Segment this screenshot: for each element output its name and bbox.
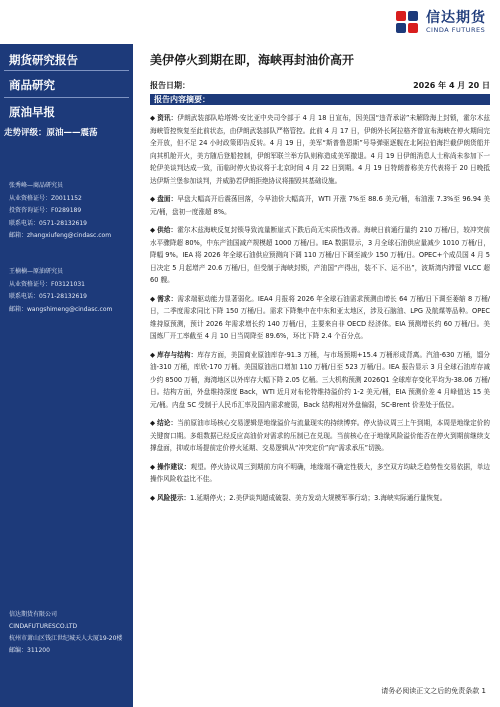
paragraph-text: 伊朗武装部队哈塔姆·安比亚中央司令部于 4 月 18 日宣布，因美国“违背承诺”未解除海上封锁，霍尔木兹海峡管控恢复至此前状态，由伊朗武装部队严格管控。此前 4 月 17 日，伊朗外长阿拉格齐曾宣布海峡在停火期间完全开放，但不足 24 小时政策即告反转。4 月 19 日，美军“斯普鲁恩斯”号导弹驱逐舰在北阿拉伯海拦截伊朗货船并向其机舱开火，美方随后登船控制，伊朗军联兰举方队则称造成美军撤退。4 月 19 日伊朗消息人士称尚未参加下一轮伊美谈判达成一致，而临时停火协议将于北京时间 4 月 22 日到期。4 月 19 日特朗普称美方代表将于 20 日晚抵达伊斯兰堡参加谈判，并威胁若伊朗拒绝协议将摧毁其基础设施。 (150, 114, 491, 185)
analyst-email[interactable]: 邮箱：wangshimeng@cindasc.com (9, 305, 113, 313)
company-address: 杭州市萧山区钱江世纪城天人大厦19-20楼 (9, 635, 123, 642)
report-body (150, 44, 490, 504)
company-info (9, 609, 122, 657)
analyst-phone: 联系电话：0571-28132619 (9, 293, 87, 300)
analyst-license: 从业资格证号：Z0011152 (9, 194, 82, 202)
paragraph-risk (150, 492, 490, 505)
sidebar (0, 44, 133, 707)
paragraph-inventory (150, 349, 490, 412)
paragraph-text: 1.延期停火；2.美伊谈判超成破裂、美方发动大规模军事行动；3.海峡实际通行量恢复。 (190, 493, 447, 502)
paragraph-label: 风险提示： (157, 493, 191, 502)
bullet-icon: ◆ (150, 294, 156, 303)
disclaimer-note[interactable]: 请务必阅读正文之后的免责条款 (381, 687, 480, 695)
paragraph-label: 结论： (157, 419, 178, 427)
report-date-value: 2026 年 4 月 20 日 (413, 81, 490, 90)
paragraph-label: 盘面： (157, 195, 178, 203)
bullet-icon: ◆ (150, 195, 156, 203)
company-name: 信达期货有限公司 (9, 611, 58, 618)
paragraph-label: 资讯： (157, 114, 178, 122)
brand-name-cn: 信达期货 (426, 9, 486, 26)
paragraph-market (150, 193, 490, 218)
analyst-card (9, 266, 112, 316)
paragraph-text: 库存方面，美国商业原油库存-91.3 万桶，与市场预期+15.4 万桶形成背离。汽油-630 万桶，馏分油-310 万桶，库欣-170 万桶。美国原油出口增加 110 万桶/日至 523 万桶/日。IEA 报告显示 3 月全球石油库存减少约 8500 万桶，海湾地区以外库存大幅下降 2.05 亿桶。三大机构预测 2026Q1 全球库存变化平均为-38.06 万桶/日。结构方面，外盘维持深度 Back，WTI 近月对布伦特维持溢价约 1-2 美元/桶，EIA 预测价差 4 月峰值达 15 美元/桶。内盘 SC 受制于人民币汇率及国内需求疲弱，Back 结构相对外盘偏弱，SC-Brent 价差处于低位。 (150, 350, 490, 409)
paragraph-text: 需求端驱动能力显著弱化。IEA4 月报将 2026 年全球石油需求预测由增长 64 万桶/日下调至萎缩 8 万桶/日，二季度需求同比下降 150 万桶/日。需求下降集中在中东和亚太地区，涉及石脑油、LPG 及航煤等品种。OPEC 维持原预测，预计 2026 年需求增长约 140 万桶/日，主要来自非 OECD 经济体。EIA 预测增长约 60 万桶/日。美国炼厂开工率截至 4 月 10 日当周降至 89.6%，环比下降 2.4 个百分点。 (150, 294, 491, 340)
trend-rating: 走势评级：原油——震荡 (4, 128, 98, 138)
page-number: 1 (481, 687, 486, 695)
paragraph-text: 霍尔木兹海峡反复封锁导致流量断崖式下跌后尚无实质性改善。海峡日前通行量约 210 万桶/日，较冲突前水平骤降超 80%，中东产油国减产规模超 1000 万桶/日。IEA 数据显示，3 月全球石油供应量减少 1010 万桶/日，降幅 9%。IEA 将 2026 年全球石油供应预测向下调 110 万桶/日下调至减少 150 万桶/日。OPEC+个成员国 4 月 5 日决定 5 月起增产 20.6 万桶/日，但受制于海峡封锁，产油国“产得出，装不下、运不出”，波斯湾内滞留 VLCC 超 60 艘。 (150, 226, 491, 284)
paragraph-advice (150, 461, 490, 486)
page-footer (381, 686, 486, 696)
bullet-icon: ◆ (150, 419, 156, 427)
paragraph-text: 早盘大幅高开后震荡回落，今早油价大幅高开，WTI 开涨 7%至 88.6 美元/桶，布油涨 7.3%至 96.94 美元/桶，盘初一度涨超 8%。 (150, 195, 491, 216)
paragraph-label: 库存与结构： (157, 350, 198, 359)
bullet-icon: ◆ (150, 226, 156, 234)
paragraph-label: 操作建议： (157, 462, 191, 471)
paragraph-conclusion (150, 417, 490, 455)
paragraph-text: 当前原油市场核心交易逻辑是地缘溢价与流量现实的持续博弈。停火协议周三上午到期，本周是地缘定价的关键窗口期。多组数据已经反应高油价对需求的压制已在兑现。当前核心在于地缘风险溢价能否在停火到期前继续支撑盘面，抑或市场提前定价停火延期、交易逻辑从“冲突定价”向“需求承压”切换。 (150, 419, 491, 452)
bullet-icon: ◆ (150, 493, 156, 502)
paragraph-label: 需求： (157, 294, 178, 303)
company-web: CINDAFUTURESCO.LTD (9, 623, 78, 630)
analyst-name: 王楠楠—原油研究员 (9, 268, 64, 275)
report-date-row (150, 80, 490, 91)
analyst-license: 从业资格证号：F03121031 (9, 280, 85, 288)
summary-heading: 报告内容摘要： (150, 94, 490, 105)
brand-logo (394, 8, 486, 36)
page-title: 美伊停火到期在即，海峡再封油价高开 (150, 53, 355, 67)
report-category: 商品研究 (9, 78, 55, 92)
analyst-phone: 联系电话：0571-28132619 (9, 219, 87, 227)
company-postcode: 邮编：311200 (9, 647, 50, 654)
bullet-icon: ◆ (150, 114, 156, 122)
paragraph-text: 观望。停火协议周三到期前方向不明确，地缘端不确定性极大，多空双方均缺乏趋势性交易依据，单边操作风险收益比不佳。 (150, 462, 491, 483)
analyst-name: 张秀峰—商品研究员 (9, 182, 64, 189)
paragraph-label: 供给： (157, 226, 178, 234)
bullet-icon: ◆ (150, 462, 156, 471)
report-type: 期货研究报告 (9, 53, 78, 67)
bullet-icon: ◆ (150, 350, 156, 359)
report-date-label: 报告日期： (150, 81, 190, 90)
report-sub-category: 原油早报 (9, 105, 55, 119)
paragraph-news (150, 112, 490, 187)
brand-logo-icon (394, 9, 420, 35)
header-bar (0, 0, 500, 44)
paragraph-supply (150, 224, 490, 287)
paragraph-demand (150, 293, 490, 343)
brand-name-en: CINDA FUTURES (426, 25, 486, 34)
analyst-email[interactable]: 邮箱：zhangxiufeng@cindasc.com (9, 232, 112, 239)
analyst-license: 投资咨询证号：F0289189 (9, 207, 82, 214)
analyst-card (9, 180, 111, 243)
